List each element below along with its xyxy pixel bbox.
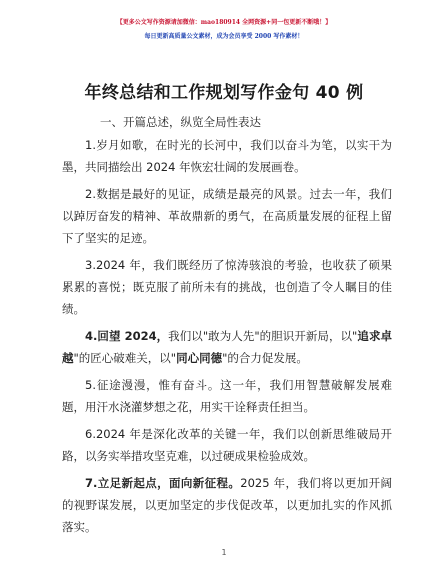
promo-banner-line-2: 每日更新高质量公文素材，成为会员享受 2000 写作素材！ [144,33,304,40]
item-text: "的匠心破难关，以" [73,351,177,365]
list-item-3 [62,254,392,320]
item-text: 2024 年是深化改革的关键一年，我们以创新思维破局开路，以务实举措攻坚克难，以过硬成果检验成效。 [62,427,392,463]
item-list [62,134,392,543]
item-number: 2. [85,187,96,201]
list-item-1 [62,134,392,178]
list-item-5 [62,374,392,418]
item-lead-bold: 回望 2024， [97,329,169,343]
item-text: 岁月如歌，在时光的长河中，我们以奋斗为笔，以实干为墨，共同描绘出 2024 年恢宏壮阔的发展画卷。 [62,138,392,174]
list-item-6 [62,423,392,467]
document-title: 年终总结和工作规划写作金句 40 例 [84,83,364,103]
item-text: "的合力促发展。 [222,351,308,365]
item-lead-bold: 立足新起点，面向新征程。 [97,476,241,490]
item-number: 3. [85,258,96,272]
item-text: 我们以"敢为人先"的胆识开新局，以" [168,329,358,343]
list-item-2 [62,183,392,249]
item-number: 5. [85,378,96,392]
item-number: 1. [85,138,96,152]
item-text: 数据是最好的见证，成绩是最亮的风景。过去一年，我们以踔厉奋发的精神、革故鼎新的勇气，在高质量发展的征程上留下了坚实的足迹。 [62,187,392,245]
page-number: 1 [221,548,227,557]
item-number: 7. [85,476,98,490]
item-number: 4. [85,329,98,343]
list-item-7 [62,472,392,538]
section-heading: 一、开篇总述，纵览全局性表达 [100,115,261,129]
item-text: 2025 年，我们将以更加开阔的视野谋发展，以更加坚定的步伐促改革，以更加扎实的作风抓落实。 [62,476,393,534]
item-text: 2024 年，我们既经历了惊涛骇浪的考验，也收获了硕果累累的喜悦；既克服了前所未有的挑战，也创造了令人瞩目的佳绩。 [62,258,392,316]
item-emphasis-bold: 追求卓越 [62,329,393,365]
item-emphasis-bold: 同心同德 [176,351,223,365]
item-number: 6. [85,427,96,441]
promo-banner-line-1: 【更多公文写作资源请加微信：mao180914 全网资源+同一包更新不断哦！】 [116,19,332,26]
list-item-4 [62,325,392,369]
item-text: 征途漫漫，惟有奋斗。这一年，我们用智慧破解发展难题，用汗水浇灌梦想之花，用实干诠释责任担当。 [62,378,392,414]
